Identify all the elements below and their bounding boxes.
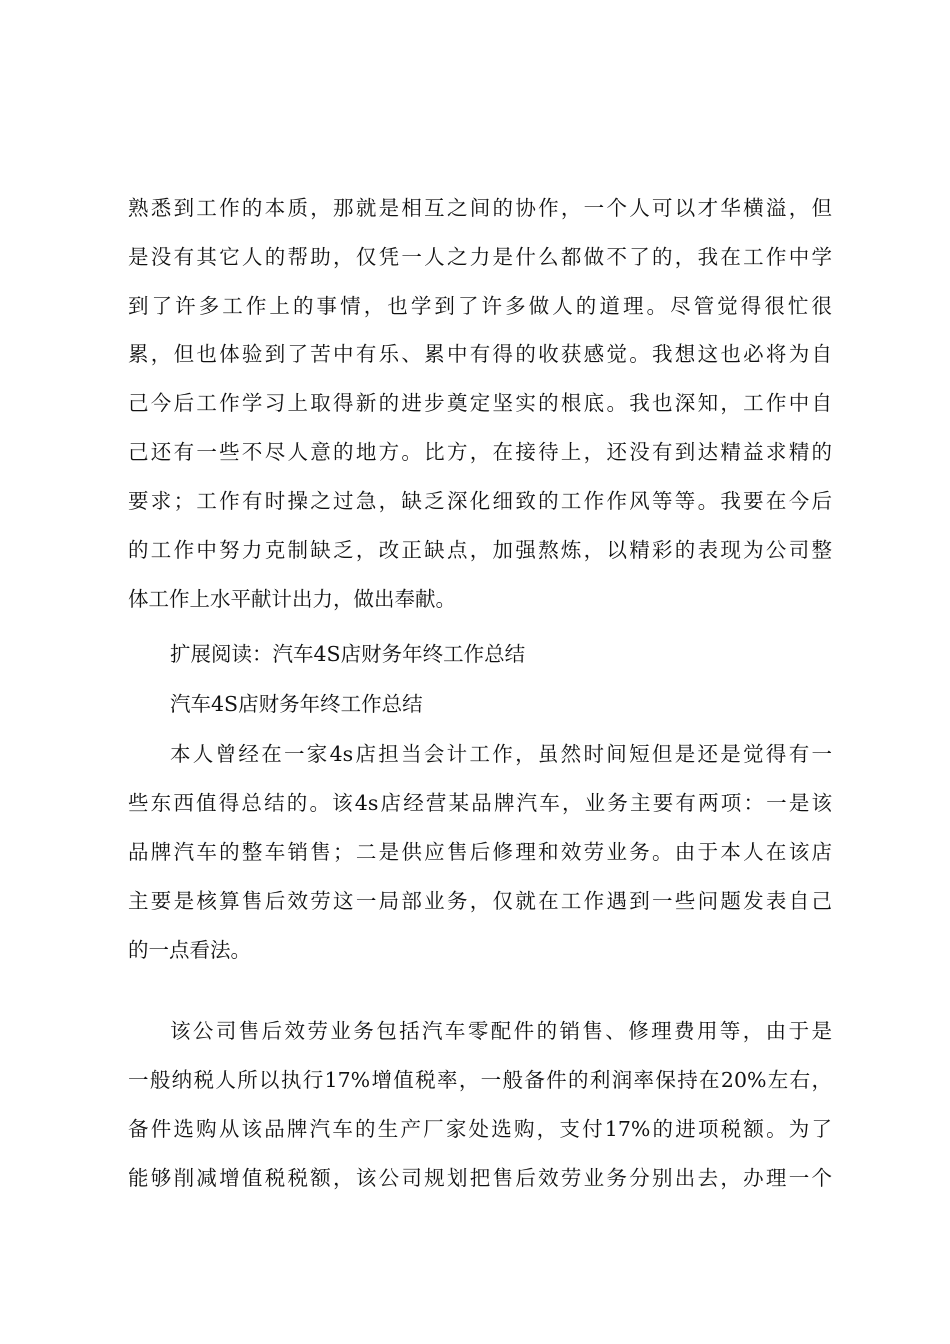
text-line: 备件选购从该品牌汽车的生产厂家处选购，支付17%的进项税额。为了 xyxy=(128,1117,832,1141)
text-line: 一般纳税人所以执行17%增值税率，一般备件的利润率保持在20%左右， xyxy=(128,1068,832,1092)
text-line: 品牌汽车的整车销售；二是供应售后修理和效劳业务。由于本人在该店 xyxy=(128,840,832,864)
text-line: 己还有一些不尽人意的地方。比方，在接待上，还没有到达精益求精的 xyxy=(128,440,832,464)
section-title: 汽车4S店财务年终工作总结 xyxy=(170,692,423,716)
text-line: 的一点看法。 xyxy=(128,938,251,962)
text-line: 是没有其它人的帮助，仅凭一人之力是什么都做不了的，我在工作中学 xyxy=(128,245,832,269)
text-line: 体工作上水平献计出力，做出奉献。 xyxy=(128,587,456,611)
text-line: 的工作中努力克制缺乏，改正缺点，加强熬炼，以精彩的表现为公司整 xyxy=(128,538,832,562)
text-line: 主要是核算售后效劳这一局部业务，仅就在工作遇到一些问题发表自己 xyxy=(128,889,832,913)
text-line: 熟悉到工作的本质，那就是相互之间的协作，一个人可以才华横溢，但 xyxy=(128,196,832,220)
text-line: 己今后工作学习上取得新的进步奠定坚实的根底。我也深知，工作中自 xyxy=(128,391,832,415)
extended-reading-line: 扩展阅读：汽车4S店财务年终工作总结 xyxy=(170,642,526,666)
text-line: 到了许多工作上的事情，也学到了许多做人的道理。尽管觉得很忙很 xyxy=(128,294,832,318)
text-line: 本人曾经在一家4s店担当会计工作，虽然时间短但是还是觉得有一 xyxy=(170,742,832,766)
text-line: 累，但也体验到了苦中有乐、累中有得的收获感觉。我想这也必将为自 xyxy=(128,342,832,366)
text-line: 该公司售后效劳业务包括汽车零配件的销售、修理费用等，由于是 xyxy=(170,1019,832,1043)
text-line: 要求；工作有时操之过急，缺乏深化细致的工作作风等等。我要在今后 xyxy=(128,489,832,513)
text-line: 些东西值得总结的。该4s店经营某品牌汽车，业务主要有两项：一是该 xyxy=(128,791,832,815)
text-line: 能够削减增值税税额，该公司规划把售后效劳业务分别出去，办理一个 xyxy=(128,1166,832,1190)
